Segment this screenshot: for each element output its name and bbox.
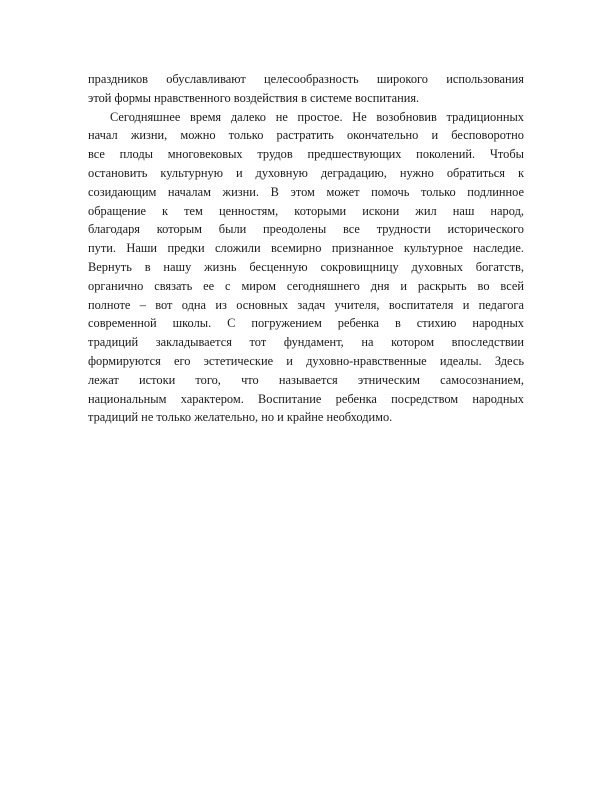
text-line: современной школы. С погружением ребенка в стихию народных	[88, 316, 524, 331]
text-line: обращение к тем ценностям, которыми искони жил наш народ,	[88, 203, 524, 218]
text-line: формируются его эстетические и духовно-нравственные идеалы. Здесь	[88, 353, 524, 368]
text-line: все плоды многовековых трудов предшествующих поколений. Чтобы	[88, 147, 524, 162]
text-line: лежат истоки того, что называется этническим самосознанием,	[88, 372, 524, 387]
text-line: пути. Наши предки сложили всемирно признанное культурное наследие.	[88, 241, 524, 256]
text-line: Сегодняшнее время далеко не простое. Не возобновив традиционных	[110, 109, 524, 124]
text-line: традиций не только желательно, но и крайне необходимо.	[88, 410, 393, 425]
text-line: национальным характером. Воспитание ребенка посредством народных	[88, 391, 524, 406]
body-text	[88, 70, 524, 427]
text-line: праздников обуславливают целесообразность широкого использования	[88, 72, 524, 86]
text-line: благодаря которым были преодолены все трудности исторического	[88, 222, 524, 237]
text-line: традиций закладывается тот фундамент, на котором впоследствии	[88, 335, 524, 350]
text-line: этой формы нравственного воздействия в системе воспитания.	[88, 90, 420, 105]
text-line: созидающим началам жизни. В этом может помочь только подлинное	[88, 184, 524, 199]
text-line: полноте – вот одна из основных задач учителя, воспитателя и педагога	[88, 297, 524, 312]
text-line: органично связать ее с миром сегодняшнего дня и раскрыть во всей	[88, 278, 524, 293]
text-line: остановить культурную и духовную деградацию, нужно обратиться к	[88, 165, 524, 180]
text-line: Вернуть в нашу жизнь бесценную сокровищницу духовных богатств,	[88, 259, 524, 274]
text-line: начал жизни, можно только растратить окончательно и бесповоротно	[88, 128, 524, 143]
